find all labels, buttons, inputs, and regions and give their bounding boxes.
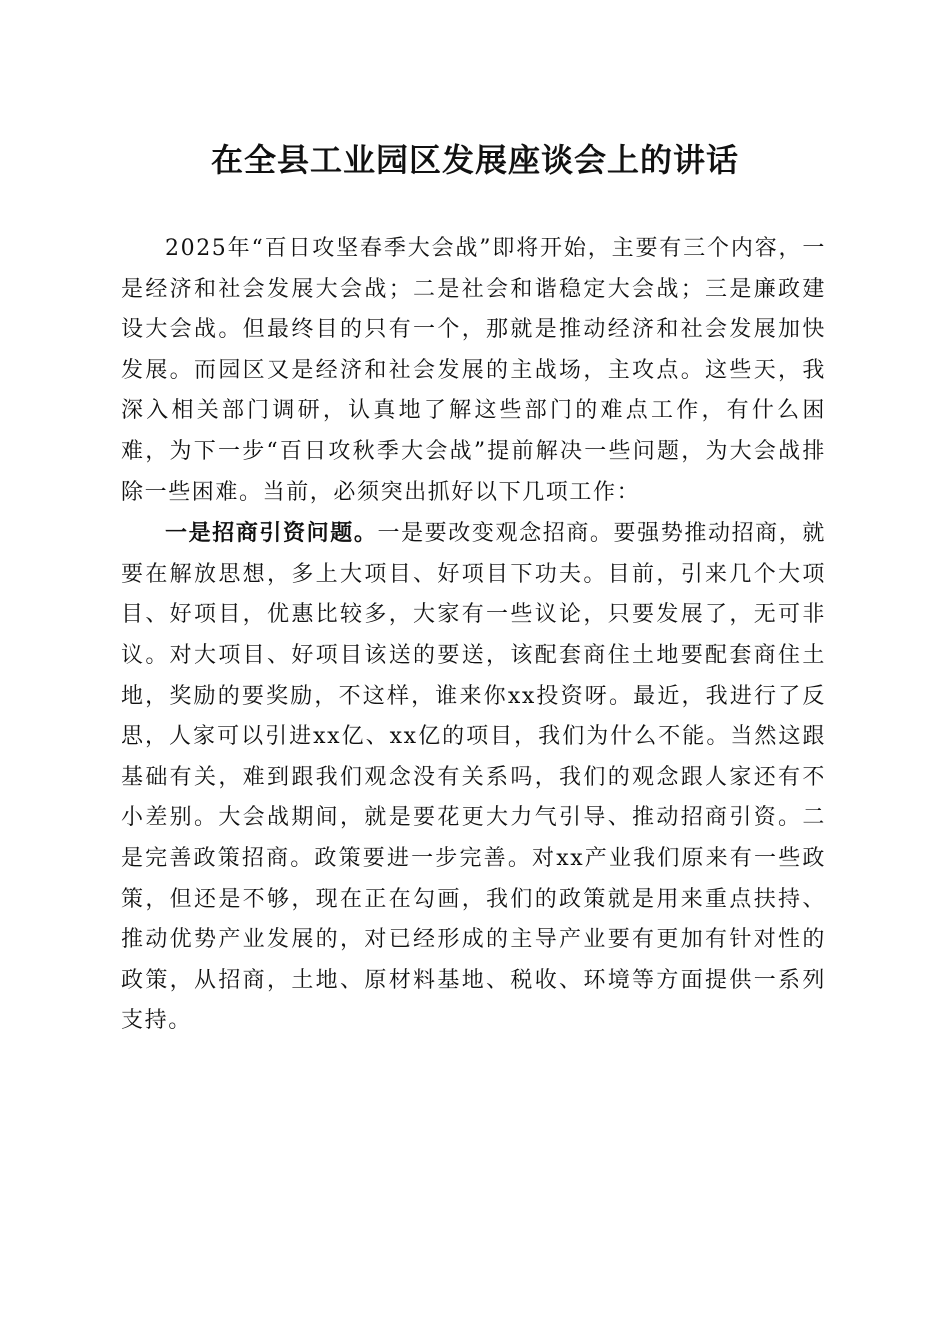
- paragraph-lead: 一是招商引资问题。: [165, 520, 378, 547]
- paragraph-text: 一是要改变观念招商。要强势推动招商，就要在解放思想，多上大项目、好项目下功夫。目前，引来几个大项目、好项目，优惠比较多，大家有一些议论，只要发展了，无可非议。对大项目、好项目该送的要送，该配套商住土地要配套商住土地，奖励的要奖励，不这样，谁来你xx投资呀。最近，我进行了反思，人家可以引进xx亿、xx亿的项目，我们为什么不能。当然这跟基础有关，难到跟我们观念没有关系吗，我们的观念跟人家还有不小差别。大会战期间，就是要花更大力气引导、推动招商引资。二是完善政策招商。政策要进一步完善。对xx产业我们原来有一些政策，但还是不够，现在正在勾画，我们的政策就是用来重点扶持、推动优势产业发展的，对已经形成的主导产业要有更加有针对性的政策，从招商，土地、原材料基地、税收、环境等方面提供一系列支持。: [121, 521, 826, 1034]
- paragraph-investment: [121, 513, 826, 1042]
- paragraph-intro: [121, 228, 826, 513]
- document-body: [121, 228, 826, 1042]
- paragraph-text: 2025年“百日攻坚春季大会战”即将开始，主要有三个内容，一是经济和社会发展大会战；二是社会和谐稳定大会战；三是廉政建设大会战。但最终目的只有一个，那就是推动经济和社会发展加快发展。而园区又是经济和社会发展的主战场，主攻点。这些天，我深入相关部门调研，认真地了解这些部门的难点工作，有什么困难，为下一步“百日攻秋季大会战”提前解决一些问题，为大会战排除一些困难。当前，必须突出抓好以下几项工作：: [121, 236, 826, 505]
- document-title: 在全县工业园区发展座谈会上的讲话: [210, 141, 739, 179]
